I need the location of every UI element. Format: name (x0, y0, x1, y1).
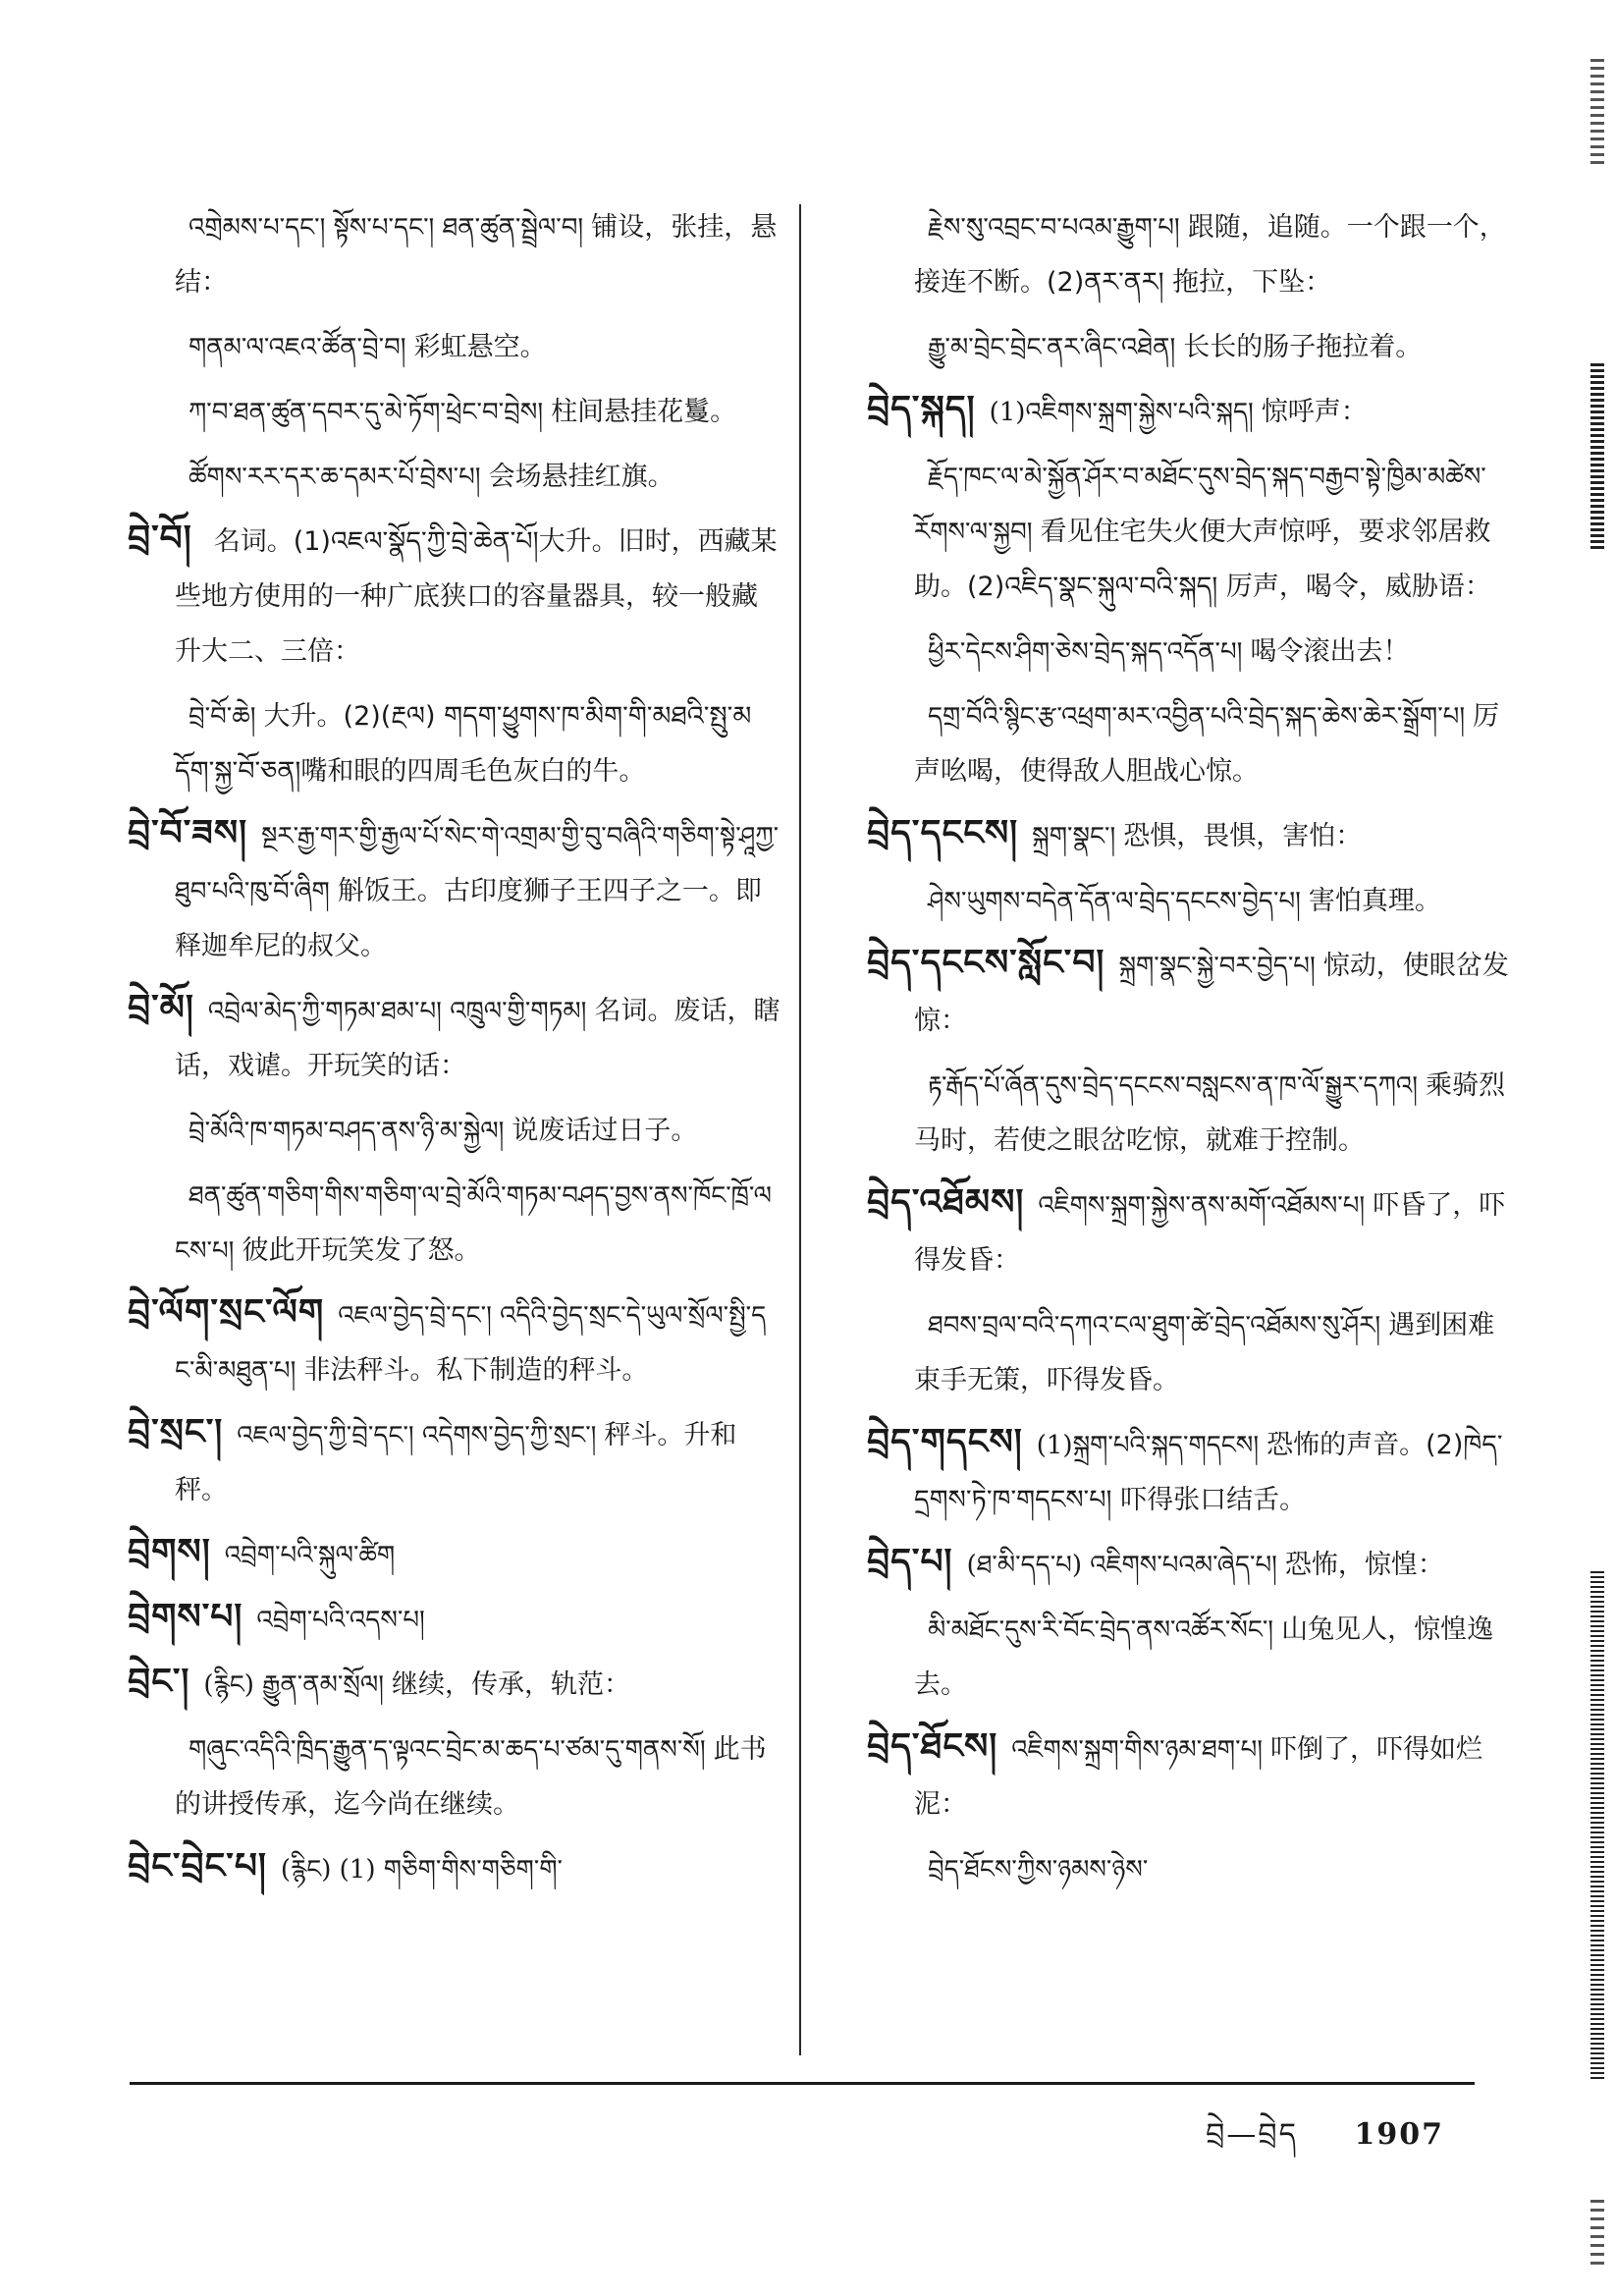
entry: བྲེང་། (རྙིང) རྒྱུན་ནམ་སྲོལ། 继续，传承，轨范： (128, 1661, 630, 1702)
entry: བྲེད་གདངས། (1)སྐྲག་པའི་སྐད་གདངས། 恐怖的声音。(2)ཁེད་དྲགས་ཏེ་ཁ་གདངས་པ། 吓得张口结舌。 (867, 1421, 1503, 1515)
scan-edge-mark (1590, 59, 1604, 167)
headword: བྲེགས། (128, 1531, 211, 1572)
entry: གཞུང་འདིའི་ཁྲིད་རྒྱུན་ད་ལྟའང་བྲེང་མ་ཆད་པ་ཙམ་དུ་གནས་སོ། 此书的讲授传承，迄今尚在继续。 (175, 1734, 767, 1820)
entry: རྗོད་ཁང་ལ་མེ་སྐྱོན་ཤོར་བ་མཐོང་དུས་བྲེད་སྐད་བརྒྱབ་སྟེ་ཁྱིམ་མཚེས་རོགས་ལ་སྐྱབ། 看见住宅失火便大声惊呼，要求邻居救助。(2)འཇིད་སྣང་སྐུལ་བའི་སྐད། 厉声，喝令，威胁语： (914, 463, 1491, 602)
headword: བྲེ་བོ། (128, 518, 192, 559)
left-column (128, 196, 781, 1903)
scan-edge-mark (1590, 363, 1604, 550)
scan-edge-mark (1590, 1571, 1604, 2082)
headword: བྲེ་མོ། (128, 987, 194, 1028)
headword-range: བྲེ—བྲེད (1206, 2117, 1298, 2152)
headword: བྲེད་སྐད། (867, 388, 976, 429)
entry: བྲེད་འཐོམས། འཇིགས་སྐྲག་སྐྱེས་ནས་མགོ་འཐོམས་པ། 吓昏了，吓得发昏： (867, 1181, 1506, 1276)
entry: བྲེད་དངངས། སྐྲག་སྣང་། 恐惧，畏惧，害怕： (867, 812, 1363, 853)
entry: བྲེ་མོ། འབྲེལ་མེད་ཀྱི་གཏམ་ཐམ་པ། འཁྲུལ་གྱི་གཏམ། 名词。废话，瞎话，戏谑。开玩笑的话： (128, 987, 781, 1081)
page-number: 1907 (1354, 2117, 1444, 2152)
right-column (867, 196, 1520, 1903)
entry: བྲེ་ལོག་སྲང་ལོག འཇལ་བྱེད་བྲེ་དང་། འདིའི་བྱེད་སྲང་དེ་ཡུལ་སྲོལ་སྤྱི་དང་མི་མཐུན་པ། 非法秤斗。私下制造的秤斗。 (128, 1291, 767, 1386)
headword: བྲེད་པ། (867, 1541, 953, 1582)
headword: བྲེད་དངངས། (867, 812, 1019, 853)
entry: ཀ་བ་ཐན་ཚུན་དབར་དུ་མེ་ཏོག་ཕྲེང་བ་བྲེས། 柱间悬挂花鬘。 (189, 397, 737, 427)
headword: བྲེད་གདངས། (867, 1421, 1023, 1462)
entry: བྲེད་ཐོངས་ཀྱིས་ཉམས་ཉེས་ (928, 1855, 1149, 1885)
entry: བྲེང་བྲེང་པ། (རྙིང) (1) གཅིག་གིས་གཅིག་གི་ (128, 1845, 564, 1886)
entry: གནམ་ལ་འཇའ་ཚོན་བྲེ་བ། 彩虹悬空。 (189, 332, 547, 362)
entry: མི་མཐོང་དུས་རི་བོང་བྲེད་ནས་འཚོར་སོང་། 山兔见人，惊惶逸去。 (914, 1614, 1494, 1700)
headword: བྲེང་། (128, 1661, 190, 1702)
headword: བྲེད་ཐོངས། (867, 1725, 998, 1767)
scan-edge-mark (1590, 2200, 1604, 2269)
entry: འགྲེམས་པ་དང་། སྟོས་པ་དང་། ཐན་ཚུན་སྦྲེལ་བ། 铺设，张挂，悬结： (175, 212, 778, 298)
headword: བྲེད་འཐོམས། (867, 1181, 1025, 1223)
entry: རྗེས་སུ་འབྲང་བ་པའམ་རྒྱུག་པ། 跟随，追随。一个跟一个，接连不断。(2)ནར་ནར། 拖拉，下坠： (914, 212, 1506, 298)
headword: བྲེང་བྲེང་པ། (128, 1845, 267, 1886)
headword: བྲེ་སྲང་། (128, 1411, 224, 1452)
entry: བྲེ་བོ། 名词。(1)འཇལ་སྣོད་ཀྱི་བྲེ་ཆེན་པོ།大升。旧时，西藏某些地方使用的一种广底狭口的容量器具，较一般藏升大二、三倍： (128, 518, 778, 667)
footer-rule (130, 2082, 1475, 2085)
entry: བྲེ་སྲང་། འཇལ་བྱེད་ཀྱི་བྲེ་དང་། འདེགས་བྱེད་ཀྱི་སྲང་། 秤斗。升和秤。 (128, 1411, 737, 1505)
headword: བྲེ་བོ་ཟས། (128, 812, 248, 853)
entry: བྲེད་སྐད། (1)འཇིགས་སྐྲག་སྐྱེས་པའི་སྐད། 惊呼声： (867, 388, 1368, 429)
entry: རྟ་རྒོད་པོ་ཞོན་དུས་བྲེད་དངངས་བསླངས་ན་ཁ་ལོ་སྒྱུར་དཀའ། 乘骑烈马时，若使之眼岔吃惊，就难于控制。 (914, 1070, 1506, 1156)
entry: བྲེད་ཐོངས། འཇིགས་སྐྲག་གིས་ཉམ་ཐག་པ། 吓倒了，吓得如烂泥： (867, 1725, 1483, 1820)
headword: བྲེད་དངངས་སློང་བ། (867, 942, 1105, 983)
entry: དགྲ་བོའི་སྙིང་རྩ་འཕྲག་མར་འབྱིན་པའི་བྲེད་སྐད་ཆེས་ཆེར་སྒྲོག་པ། 厉声吆喝，使得敌人胆战心惊。 (914, 701, 1500, 787)
headword: བྲེ་ལོག་སྲང་ལོག (128, 1291, 325, 1333)
entry: བྲེགས་པ། འབྲེག་པའི་འདས་པ། (128, 1596, 425, 1637)
entry: བྲེ་བོ་ཆེ། 大升。(2)(རྔལ) གདག་ཕྱུགས་ཁ་མིག་གི་མཐའི་སྤུ་མདོག་སྐྱ་བོ་ཅན།嘴和眼的四周毛色灰白的牛。 (175, 701, 752, 787)
entry: བྲེ་མོའི་ཁ་གཏམ་བཤད་ནས་ཉི་མ་སྐྱེལ། 说废话过日子。 (189, 1116, 698, 1146)
entry: རྒྱུ་མ་བྲེང་བྲེང་ནར་ཞིང་འཐེན། 长长的肠子拖拉着。 (928, 332, 1423, 362)
entry: ཚོགས་རར་དར་ཆ་དམར་པོ་བྲེས་པ། 会场悬挂红旗。 (189, 462, 674, 492)
entry: ཐན་ཚུན་གཅིག་གིས་གཅིག་ལ་བྲེ་མོའི་གཏམ་བཤད་བྱས་ནས་ཁོང་ཁྲོ་ལངས་པ། 彼此开玩笑发了怒。 (175, 1181, 772, 1266)
headword: བྲེགས་པ། (128, 1596, 243, 1637)
entry: ཕྱིར་དེངས་ཤིག་ཅེས་བྲེད་སྐད་འདོན་པ། 喝令滚出去！ (928, 636, 1410, 667)
entry: བྲེགས། འབྲེག་པའི་སྐུལ་ཚིག (128, 1531, 396, 1572)
entry: བྲེད་དངངས་སློང་བ། སྐྲག་སྣང་སྐྱེ་བར་བྱེད་པ། 惊动，使眼岔发惊： (867, 942, 1509, 1036)
entry: ཐབས་བྲལ་བའི་དཀའ་ངལ་ཐུག་ཚེ་བྲེད་འཐོམས་སུ་ཤོར། 遇到困难束手无策，吓得发昏。 (914, 1310, 1495, 1395)
column-divider (799, 204, 801, 2055)
entry: བྲེད་པ། (ཐ་མི་དད་པ) འཇིགས་པའམ་ཞེད་པ། 恐怖，惊惶： (867, 1541, 1444, 1582)
entry: བྲེ་བོ་ཟས། སྔར་རྒྱ་གར་གྱི་རྒྱལ་པོ་སེང་གེ་འགྲམ་གྱི་བུ་བཞིའི་གཅིག་སྟེ་ཤཱཀྱ་ཐུབ་པའི་ཁུ་བོ་ཞིག 斛饭王。古印度狮子王四子之一。即释迦牟尼的叔父。 (128, 812, 780, 961)
page-footer (1206, 2102, 1444, 2184)
entry: ཤེས་ཡུགས་བདེན་དོན་ལ་བྲེད་དངངས་བྱེད་པ། 害怕真理。 (928, 886, 1441, 916)
